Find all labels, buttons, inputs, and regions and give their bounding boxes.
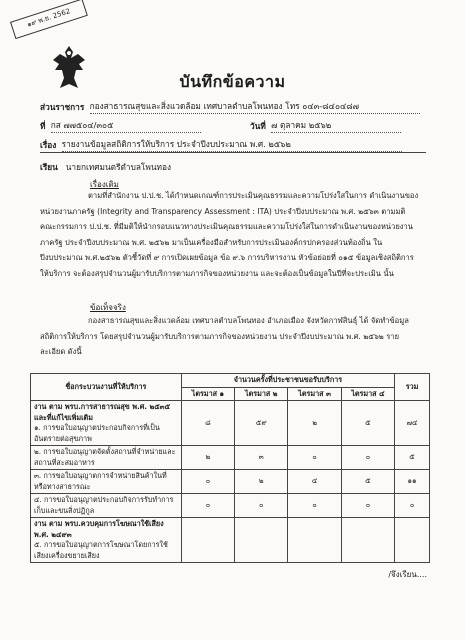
table-row bbox=[31, 446, 430, 470]
fact-paragraph: กองสาธารณสุขและสิ่งแวดล้อม เทศบาลตำบลโพนทอง อำเภอเมือง จังหวัดกาฬสินธุ์ ได้ จัดทำข้อมูลสถิติการให้บริการ โดยสรุปจำนวนผู้มารับบริการตามภารกิจของหน่วยงาน ประจำปีงบประมาณ พ.ศ. ๒๕๖๒ รายละเอียด ดังนี้ bbox=[40, 316, 409, 357]
process-cell bbox=[31, 518, 182, 563]
process-name: ๕. การขอใบอนุญาตการโฆษณาโดยการใช้เสียงเครื่องขยายเสียง bbox=[34, 540, 168, 560]
table-row bbox=[31, 494, 430, 518]
table-row bbox=[31, 518, 430, 563]
subject-line: เรื่อง รายงานข้อมูลสถิติการให้บริการ ประจำปีงบประมาณ พ.ศ. ๒๕๖๒ bbox=[40, 137, 402, 152]
q4-cell: ๕ bbox=[341, 470, 394, 494]
q3-cell: ๔ bbox=[288, 470, 341, 494]
process-name: ๓. การขอใบอนุญาตการจำหน่ายสินค้าในที่หรือทางสาธารณะ bbox=[31, 470, 182, 494]
process-name: ๑. การขอใบอนุญาตประกอบกิจการที่เป็นอันตรายต่อสุขภาพ bbox=[34, 423, 160, 443]
total-cell: ๗๔ bbox=[395, 401, 430, 446]
q1-cell: ๘ bbox=[181, 401, 234, 446]
q3-cell: ๐ bbox=[288, 446, 341, 470]
q2-cell: ๕๙ bbox=[235, 401, 288, 446]
q4-cell bbox=[341, 518, 394, 563]
q2-cell: ๓ bbox=[235, 446, 288, 470]
col-process-name: ชื่อกระบวนงานที่ให้บริการ bbox=[31, 374, 182, 401]
service-stats-table bbox=[30, 373, 430, 563]
q4-cell: ๐ bbox=[341, 494, 394, 518]
doc-no-line: ที่ กส ๗๗๕๐๔/๓๐๕ bbox=[40, 118, 201, 133]
total-cell: ๑๑ bbox=[395, 470, 430, 494]
total-cell: ๐ bbox=[395, 494, 430, 518]
col-quarter-2: ไตรมาส ๒ bbox=[235, 387, 288, 401]
col-quarter-3: ไตรมาส ๓ bbox=[288, 387, 341, 401]
group-title: งาน ตาม พรบ.ควบคุมการโฆษณาใช้เสียง พ.ศ. ๒๔๙๓ bbox=[34, 519, 164, 539]
header-divider bbox=[40, 152, 426, 153]
memo-title: บันทึกข้อความ bbox=[179, 72, 286, 91]
group-title: งาน ตาม พรบ.การสาธารณสุข พ.ศ. ๒๕๓๕ และที่แก้ไขเพิ่มเติม bbox=[34, 402, 171, 422]
q3-cell: ๐ bbox=[288, 494, 341, 518]
q3-cell: ๒ bbox=[288, 401, 341, 446]
process-name: ๒. การขอใบอนุญาตจัดตั้งสถานที่จำหน่ายและสถานที่สะสมอาหาร bbox=[31, 446, 182, 470]
agency-line: ส่วนราชการ กองสาธารณสุขและสิ่งแวดล้อม เทศบาลตำบลโพนทอง โทร ๐๔๓-๘๔๐๔๘๗ bbox=[40, 99, 420, 114]
table-row bbox=[31, 470, 430, 494]
received-stamp: ๑๙ พ.ย. 2562 bbox=[10, 0, 88, 39]
q1-cell: ๐ bbox=[181, 470, 234, 494]
process-cell bbox=[31, 401, 182, 446]
addressee-line: เรียน นายกเทศมนตรีตำบลโพนทอง bbox=[40, 162, 172, 172]
col-total: รวม bbox=[395, 374, 430, 401]
total-cell bbox=[395, 518, 430, 563]
col-quarter-1: ไตรมาส ๑ bbox=[181, 387, 234, 401]
q3-cell bbox=[288, 518, 341, 563]
col-request-count-group: จำนวนครั้งที่ประชาชนขอรับบริการ bbox=[181, 374, 394, 388]
process-name: ๔. การขอใบอนุญาตประกอบกิจการรับทำการเก็บและขนสิ่งปฏิกูล bbox=[31, 494, 182, 518]
q2-cell: ๒ bbox=[235, 470, 288, 494]
q4-cell: ๐ bbox=[341, 446, 394, 470]
q1-cell: ๐ bbox=[181, 494, 234, 518]
col-quarter-4: ไตรมาส ๔ bbox=[341, 387, 394, 401]
date-line: วันที่ ๗ ตุลาคม ๒๕๖๒ bbox=[250, 118, 401, 133]
q2-cell: ๐ bbox=[235, 494, 288, 518]
origin-heading: เรื่องเดิม bbox=[90, 180, 119, 189]
fact-heading: ข้อเท็จจริง bbox=[90, 303, 126, 312]
q4-cell: ๕ bbox=[341, 401, 394, 446]
q2-cell bbox=[235, 518, 288, 563]
q1-cell: ๒ bbox=[181, 446, 234, 470]
q1-cell bbox=[181, 518, 234, 563]
continued-note: /จึงเรียน.... bbox=[388, 570, 427, 579]
origin-paragraph: ตามที่สำนักงาน ป.ป.ช. ได้กำหนดเกณฑ์การประเมินคุณธรรมและความโปร่งใสในการ ดำเนินงานของหน่วยงานภาครัฐ (Integrity and Transparency Assessment : ITA) ประจำปีงบประมาณ พ.ศ. ๒๕๖๓ ตามมติคณะกรรมการ ป.ป.ช. ที่มีมติให้นำกรอบแนวทางประเมินคุณธรรมและความโปร่งใสในการดำเนินงานของหน่วยงานภาครัฐ ประจำปีงบประมาณ พ.ศ. ๒๕๖๒ มาเป็นเครื่องมือสำหรับการประเมินองค์กรปกครองส่วนท้องถิ่น ในปีงบประมาณ พ.ศ.๒๕๖๒ ตัวชี้วัดที่ ๙ การเปิดเผยข้อมูล ข้อ ๙.๖ การบริหารงาน หัวข้อย่อยที่ ๐๑๕ ข้อมูลเชิงสถิติการให้บริการ จะต้องสรุปจำนวนผู้มารับบริการตามภารกิจของหน่วยงาน และจะต้องเป็นข้อมูลในปีที่จะประเมิน นั้น bbox=[40, 191, 419, 278]
total-cell: ๕ bbox=[395, 446, 430, 470]
table-row bbox=[31, 401, 430, 446]
